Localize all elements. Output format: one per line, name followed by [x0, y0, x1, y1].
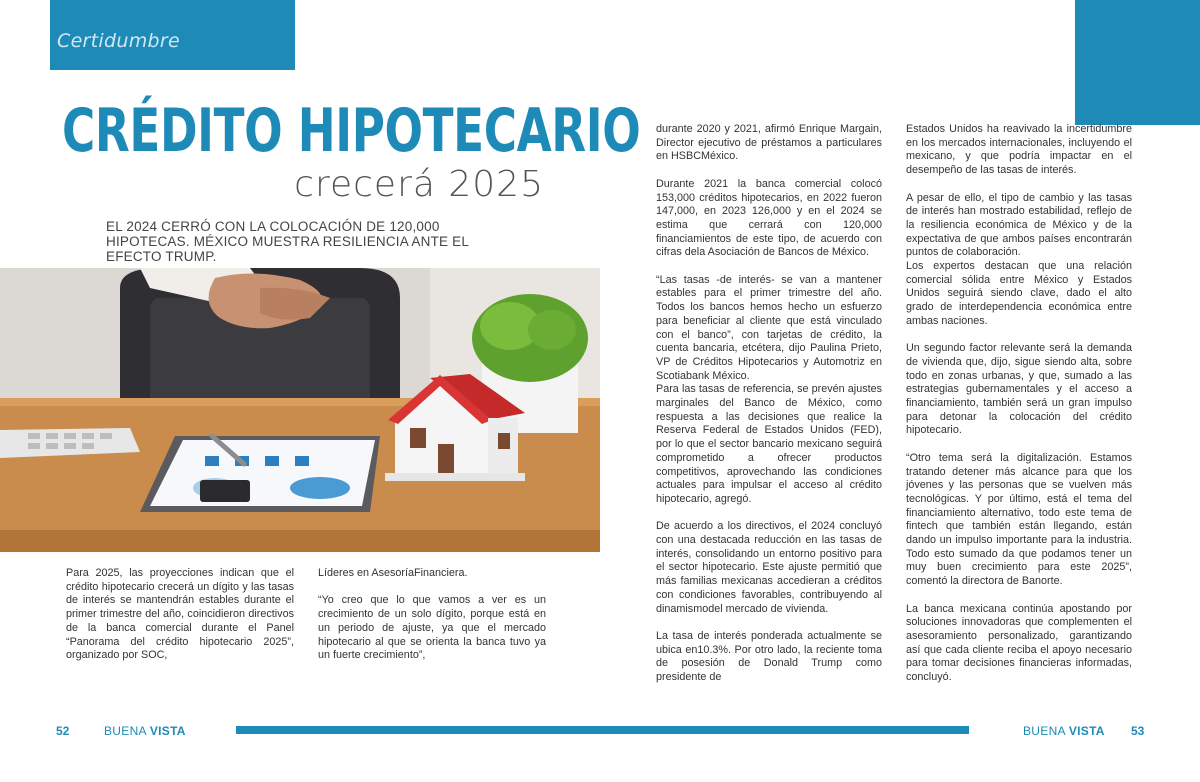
headline-lead: EL 2024 CERRÓ CON LA COLOCACIÓN DE 120,000 HIPOTECAS. MÉXICO MUESTRA RESILIENCIA ANTE EL EFECTO TRUMP. [106, 219, 469, 264]
paragraph: De acuerdo a los directivos, el 2024 concluyó con una destacada reducción en las tasas de interés, consolidando un entorno positivo para el sector hipotecario. Este ajuste permitió que más familias mexicanas accedieran a créditos con condiciones favorables, contribuyendo al dinamismodel mercado de vivienda. [656, 520, 882, 615]
paragraph: “Yo creo que lo que vamos a ver es un crecimiento de un solo dígito, porque está en un periodo de ajuste, ya que el mercado hipotecario al que se orienta la banca tuvo ya un fuerte crecimiento”, [318, 594, 546, 662]
corner-accent-block [1075, 0, 1200, 125]
headline-title: CRÉDITO HIPOTECARIO [62, 96, 641, 166]
article-column-4 [906, 123, 1132, 685]
brand-bold: VISTA [149, 724, 186, 738]
brand-plain: BUENA [104, 724, 147, 738]
hero-photo [0, 268, 600, 552]
brand-plain: BUENA [1023, 724, 1066, 738]
paragraph: Los expertos destacan que una relación comercial sólida entre México y Estados Unidos seguirá siendo clave, dado el alto grado de interdependencia económica entre ambas naciones. [906, 260, 1132, 327]
paragraph: Un segundo factor relevante será la demanda de vivienda que, dijo, sigue siendo alta, sobre todo en zonas urbanas, y que, sumado a las estrategias gubernamentales y el acceso a financiamiento, también será un gran impulso para detonar la colocación del crédito hipotecario. [906, 342, 1132, 437]
page-number-right: 53 [1131, 724, 1145, 738]
paragraph: La tasa de interés ponderada actualmente se ubica en10.3%. Por otro lado, la reciente toma de posesión de Donald Trump como presidente de [656, 629, 882, 684]
paragraph: durante 2020 y 2021, afirmó Enrique Margain, Director ejecutivo de préstamos a particulares en HSBCMéxico. [656, 123, 882, 163]
article-column-1 [66, 567, 294, 663]
article-column-2 [318, 567, 546, 663]
brand-bold: VISTA [1068, 724, 1105, 738]
paragraph: Para 2025, las proyecciones indican que el crédito hipotecario crecerá un dígito y las tasas de interés se mantendrán estables durante el primer trimestre del año, coincidieron directivos de la banca comercial durante el Panel “Panorama del crédito hipotecario 2025”, organizado por SOC, [66, 567, 294, 662]
paragraph: La banca mexicana continúa apostando por soluciones innovadoras que complementen el asesoramiento personalizado, garantizando así que cada cliente reciba el apoyo necesario para tomar decisiones financieras informadas, concluyó. [906, 602, 1132, 684]
footer-bar [236, 726, 969, 734]
paragraph: Para las tasas de referencia, se prevén ajustes marginales del Banco de México, como respuesta a las decisiones que realice la Reserva Federal de Estados Unidos (FED), por lo que el sector bancario mexicano seguirá comprometido a ofrecer productos competitivos, aprovechando las condiciones actuales para impulsar el acceso al crédito hipotecario, agregó. [656, 383, 882, 505]
hero-photo-illustration [0, 268, 600, 552]
headline-subtitle: crecerá 2025 [294, 164, 544, 205]
paragraph: Durante 2021 la banca comercial colocó 153,000 créditos hipotecarios, en 2022 fueron 147,000, en 2023 126,000 y en el 2024 se estima que cerrará con 120,000 financiamientos de este tipo, de acuerdo con cifras dela Asociación de Bancos de México. [656, 177, 882, 259]
section-tab [50, 0, 295, 70]
paragraph: “Otro tema será la digitalización. Estamos tratando detener más alcance para que los jóvenes y las personas que se vuelven más tecnológicas. Y por último, está el tema del financiamiento alternativo, todo este tema de fintech que también están llegando, están dando un impulso importante para la industria. Todo esto sumado da que podamos tener un muy buen crecimiento para este 2025”, comentó la directora de Banorte. [906, 451, 1132, 588]
section-label: Certidumbre [57, 30, 180, 52]
article-column-3 [656, 123, 882, 685]
paragraph: “Las tasas -de interés- se van a mantener estables para el primer trimestre del año. Todos los bancos hemos hecho un esfuerzo para beneficiar al cliente que está vinculado con el banco”, con tarjetas de crédito, la cuenta bancaria, etcétera, dijo Paulina Prieto, VP de Créditos Hipotecarios y Automotriz en Scotiabank México. [656, 273, 882, 382]
paragraph: Líderes en AsesoríaFinanciera. [318, 567, 468, 579]
footer-brand-left [104, 724, 186, 738]
page-number-left: 52 [56, 724, 70, 738]
paragraph: Estados Unidos ha reavivado la incertidumbre en los mercados internacionales, incluyendo el mexicano, y que podría impactar en el desempeño de las tasas de interés. [906, 123, 1132, 177]
footer-brand-right [1023, 724, 1105, 738]
paragraph: A pesar de ello, el tipo de cambio y las tasas de interés han mostrado estabilidad, reflejo de la resiliencia económica de México y de la expectativa de que ambos países encontrarán puntos de colaboración. [906, 191, 1132, 259]
